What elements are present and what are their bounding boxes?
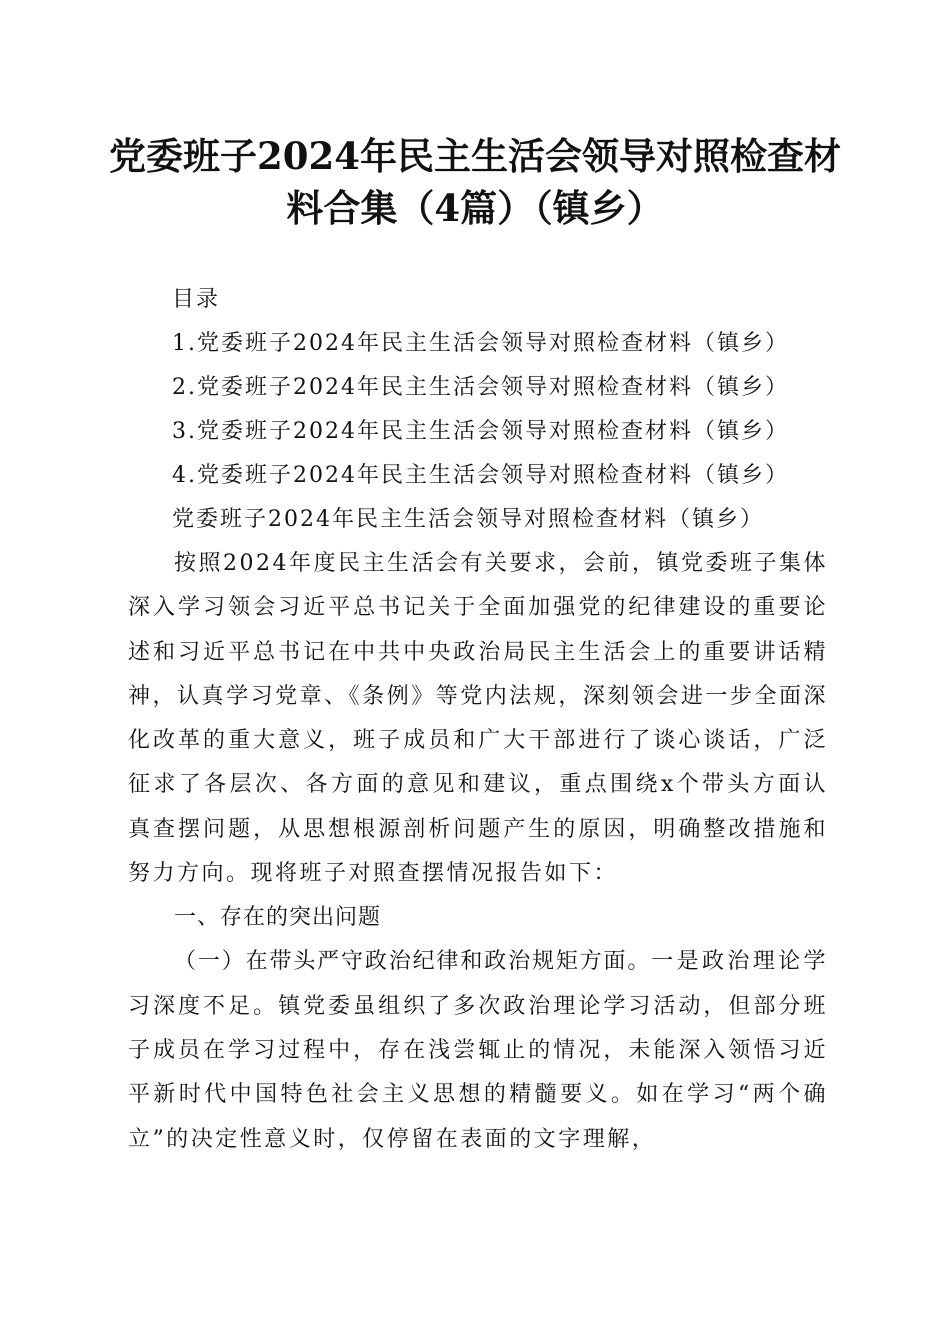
document-body <box>128 542 828 1162</box>
table-of-contents <box>172 278 852 542</box>
document-title <box>100 130 850 234</box>
toc-item-4[interactable]: 4.党委班子2024年民主生活会领导对照检查材料（镇乡） <box>172 463 789 488</box>
article-title: 党委班子2024年民主生活会领导对照检查材料（镇乡） <box>172 507 764 532</box>
toc-item-1[interactable]: 1.党委班子2024年民主生活会领导对照检查材料（镇乡） <box>172 331 789 356</box>
toc-item-3[interactable]: 3.党委班子2024年民主生活会领导对照检查材料（镇乡） <box>172 419 789 444</box>
intro-paragraph: 按照2024年度民主生活会有关要求，会前，镇党委班子集体深入学习领会习近平总书记关于全面加强党的纪律建设的重要论述和习近平总书记在中共中央政治局民主生活会上的重要讲话精神，认真学习党章、《条例》等党内法规，深刻领会进一步全面深化改革的重大意义，班子成员和广大干部进行了谈心谈话，广泛征求了各层次、各方面的意见和建议，重点围绕x个带头方面认真查摆问题，从思想根源剖析问题产生的原因，明确整改措施和努力方向。现将班子对照查摆情况报告如下： <box>128 551 828 887</box>
section-heading-1: 一、存在的突出问题 <box>174 905 382 931</box>
subsection-heading-1: （一）在带头严守政治纪律和政治规矩方面。 <box>174 949 652 975</box>
subsection-paragraph-1 <box>128 940 828 1161</box>
subsection-text-1: 一是政治理论学习深度不足。镇党委虽组织了多次政治理论学习活动，但部分班子成员在学习过程中，存在浅尝辄止的情况，未能深入领悟习近平新时代中国特色社会主义思想的精髓要义。如在学习“两个确立”的决定性意义时，仅停留在表面的文字理解， <box>128 949 828 1152</box>
toc-heading: 目录 <box>172 287 221 312</box>
toc-item-2[interactable]: 2.党委班子2024年民主生活会领导对照检查材料（镇乡） <box>172 375 789 400</box>
title-line-2: 料合集（4篇）（镇乡） <box>286 186 664 230</box>
title-line-1: 党委班子2024年民主生活会领导对照检查材 <box>109 134 841 178</box>
